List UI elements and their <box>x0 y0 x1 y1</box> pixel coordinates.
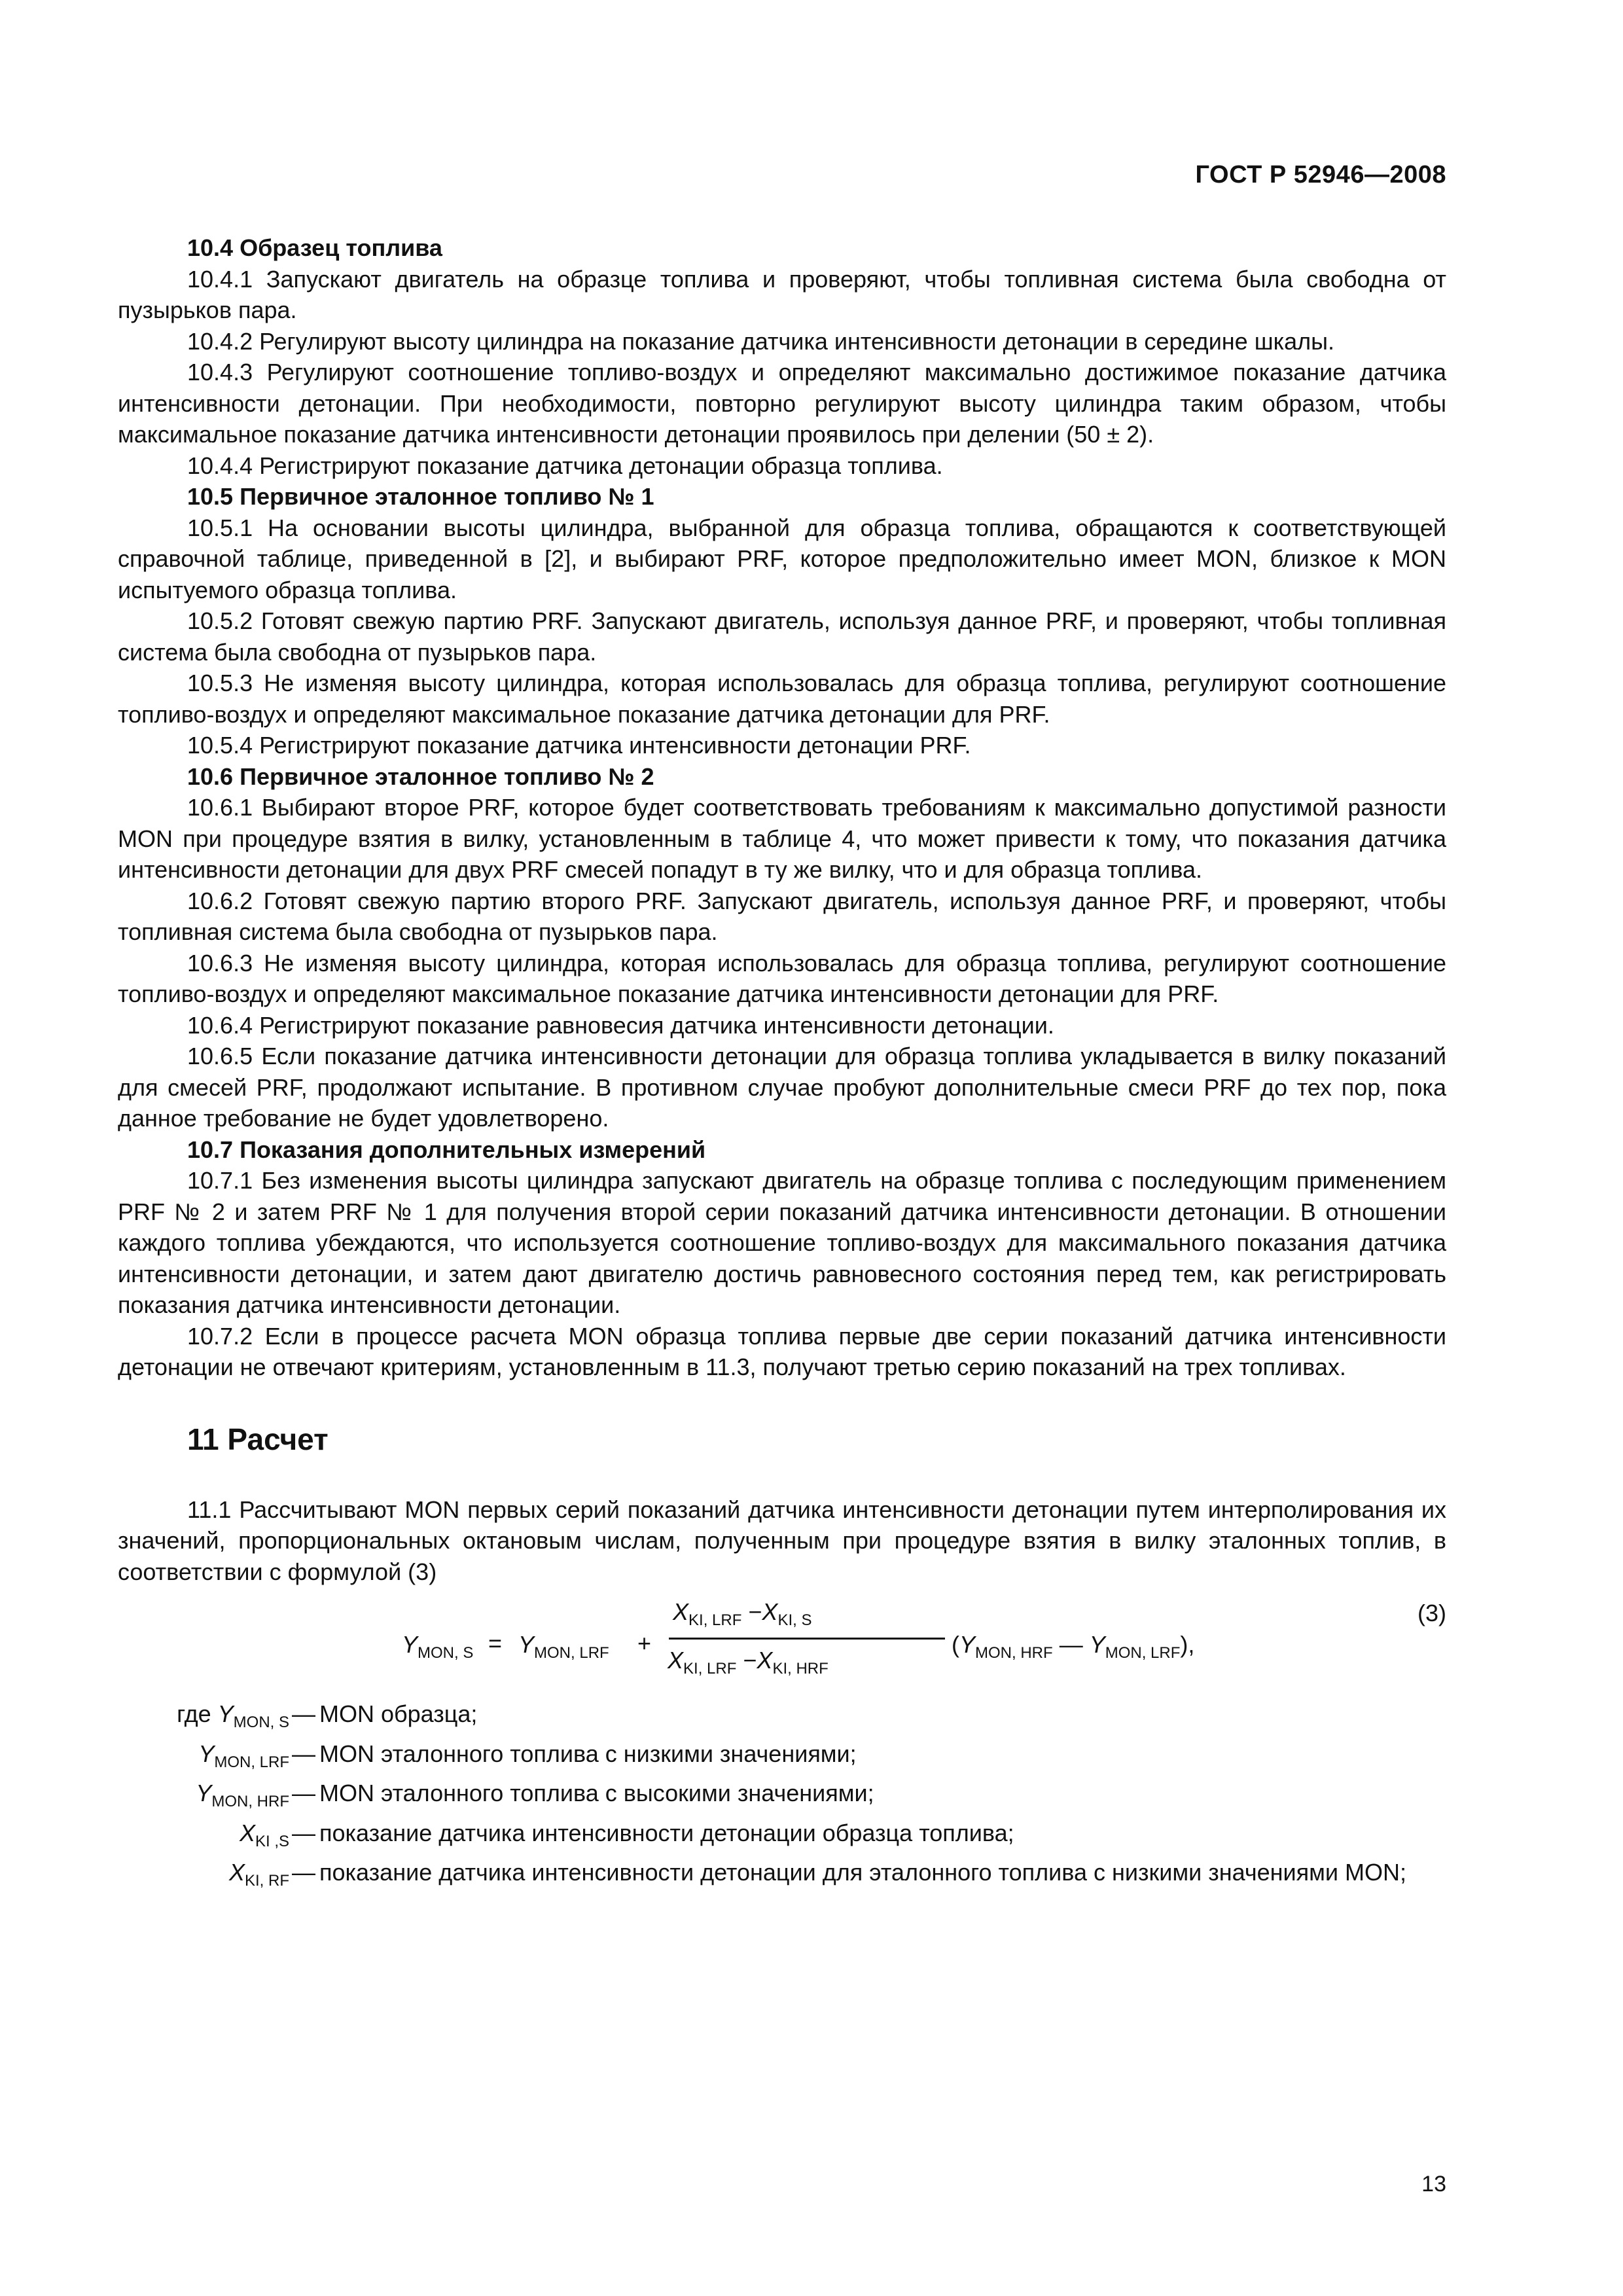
paragraph: 10.5.3 Не изменяя высоту цилиндра, которая использовалась для образца топлива, регулируют соотношение топливо-воздух и определяют максимальное показание датчика детонации для PRF. <box>118 670 1446 728</box>
definition-dash: — <box>292 1819 315 1846</box>
subsection-heading: 10.4 Образец топлива <box>187 234 442 261</box>
definition-symbol: $X_{KI, RF}$ <box>228 1859 289 1890</box>
definition-text: показание датчика интенсивности детонации для эталонного топлива с низкими значениями MON; <box>319 1859 1406 1886</box>
subsection-heading: 10.5 Первичное эталонное топливо № 1 <box>187 483 654 510</box>
definition-dash: — <box>292 1859 315 1886</box>
definition-text: MON эталонного топлива с низкими значениями; <box>319 1740 857 1767</box>
definition-text: MON образца; <box>319 1700 478 1727</box>
formula-difference: ($Y_{MON, HRF}$ — $Y_{MON, LRF}$), <box>952 1631 1195 1662</box>
formula-lhs: $Y_{MON, S}$ <box>402 1631 474 1662</box>
definition-symbol: где $Y_{MON, S}$ <box>177 1700 289 1731</box>
definition-item <box>118 1738 1446 1778</box>
section-heading: 11 Расчет <box>187 1422 329 1456</box>
formula-3 <box>118 1588 1446 1687</box>
paragraph: 10.7.2 Если в процессе расчета MON образца топлива первые две серии показаний датчика интенсивности детонации не отвечают критериям, установленным в 11.3, получают третью серию показаний на трех топливах. <box>118 1322 1446 1380</box>
definition-dash: — <box>292 1700 315 1727</box>
definition-symbol: $X_{KI ,S}$ <box>239 1819 289 1850</box>
definition-text: MON эталонного топлива с высокими значениями; <box>319 1780 874 1806</box>
paragraph: 10.6.3 Не изменяя высоту цилиндра, которая использовалась для образца топлива, регулируют соотношение топливо-воздух и определяют максимальное показание датчика интенсивности детонации для PRF. <box>118 949 1446 1007</box>
document-code: ГОСТ Р 52946—2008 <box>1195 161 1446 188</box>
page-number: 13 <box>1421 2172 1446 2197</box>
paragraph: 10.4.3 Регулируют соотношение топливо-воздух и определяют максимально достижимое показание датчика интенсивности детонации. При необходимости, повторно регулируют высоту цилиндра таким образом, чтобы максимальное показание датчика интенсивности детонации проявилось при делении (50 ± 2). <box>118 359 1446 448</box>
formula-denominator: $X_{KI, LRF} -X_{KI, HRF}$ <box>668 1647 829 1677</box>
definition-dash: — <box>292 1780 315 1806</box>
definition-item <box>118 1698 1446 1738</box>
paragraph: 11.1 Рассчитывают MON первых серий показаний датчика интенсивности детонации путем интерполирования их значений, пропорциональных октановым числам, полученным при процедуре взятия в вилку эталонных топлив, в соответствии с формулой (3) <box>118 1496 1446 1585</box>
paragraph: 10.4.1 Запускают двигатель на образце топлива и проверяют, чтобы топливная система была свободна от пузырьков пара. <box>118 265 1446 323</box>
definition-item <box>118 1778 1446 1818</box>
formula-term-lrf: $Y_{MON, LRF}$ <box>518 1631 609 1662</box>
paragraph: 10.4.4 Регистрируют показание датчика детонации образца топлива. <box>187 452 943 479</box>
paragraph: 10.7.1 Без изменения высоты цилиндра запускают двигатель на образце топлива с последующим применением PRF № 2 и затем PRF № 1 для получения второй серии показаний датчика интенсивности детонации. В отношении каждого топлива убеждаются, что используется соотношение топливо-воздух для максимального показания датчика интенсивности детонации, и затем дают двигателю достичь равновесного состояния перед тем, как регистрировать показания датчика интенсивности детонации. <box>118 1167 1446 1318</box>
formula-plus: + <box>637 1630 652 1657</box>
paragraph: 10.5.1 На основании высоты цилиндра, выбранной для образца топлива, обращаются к соответствующей справочной таблице, приведенной в [2], и выбирают PRF, которое предположительно имеет MON, близкое к MON испытуемого образца топлива. <box>118 514 1446 603</box>
paragraph: 10.6.5 Если показание датчика интенсивности детонации для образца топлива укладывается в вилку показаний для смесей PRF, продолжают испытание. В противном случае пробуют дополнительные смеси PRF до тех пор, пока данное требование не будет удовлетворено. <box>118 1043 1446 1132</box>
formula-number: (3) <box>1418 1600 1446 1626</box>
definition-symbol: $Y_{MON, HRF}$ <box>196 1780 289 1810</box>
formula-numerator: $X_{KI, LRF} -X_{KI, S}$ <box>673 1598 812 1629</box>
subsection-heading: 10.7 Показания дополнительных измерений <box>187 1136 706 1163</box>
subsection-heading: 10.6 Первичное эталонное топливо № 2 <box>187 762 654 790</box>
paragraph: 10.6.1 Выбирают второе PRF, которое будет соответствовать требованиям к максимально допустимой разности MON при процедуре взятия в вилку, установленным в таблице 4, что может привести к тому, что показания датчика интенсивности детонации для двух PRF смесей попадут в ту же вилку, что и для образца топлива. <box>118 794 1446 883</box>
paragraph: 10.6.2 Готовят свежую партию второго PRF. Запускают двигатель, используя данное PRF, и проверяют, чтобы топливная система была свободна от пузырьков пара. <box>118 887 1446 945</box>
definition-text: показание датчика интенсивности детонации образца топлива; <box>319 1819 1014 1846</box>
paragraph: 10.5.2 Готовят свежую партию PRF. Запускают двигатель, используя данное PRF, и проверяют, чтобы топливная система была свободна от пузырьков пара. <box>118 607 1446 666</box>
definition-item <box>118 1818 1446 1857</box>
clauses <box>118 232 1446 1383</box>
formula-equals: = <box>488 1630 503 1657</box>
paragraph: 10.6.4 Регистрируют показание равновесия датчика интенсивности детонации. <box>187 1011 1054 1039</box>
definition-dash: — <box>292 1740 315 1767</box>
variable-definitions <box>118 1698 1446 1897</box>
definition-item <box>118 1857 1446 1897</box>
page-body <box>118 232 1446 1897</box>
paragraph: 10.4.2 Регулируют высоту цилиндра на показание датчика интенсивности детонации в середине шкалы. <box>187 327 1335 355</box>
paragraph: 10.5.4 Регистрируют показание датчика интенсивности детонации PRF. <box>187 732 971 759</box>
fraction-bar <box>669 1638 945 1640</box>
definition-symbol: $Y_{MON, LRF}$ <box>198 1740 289 1771</box>
